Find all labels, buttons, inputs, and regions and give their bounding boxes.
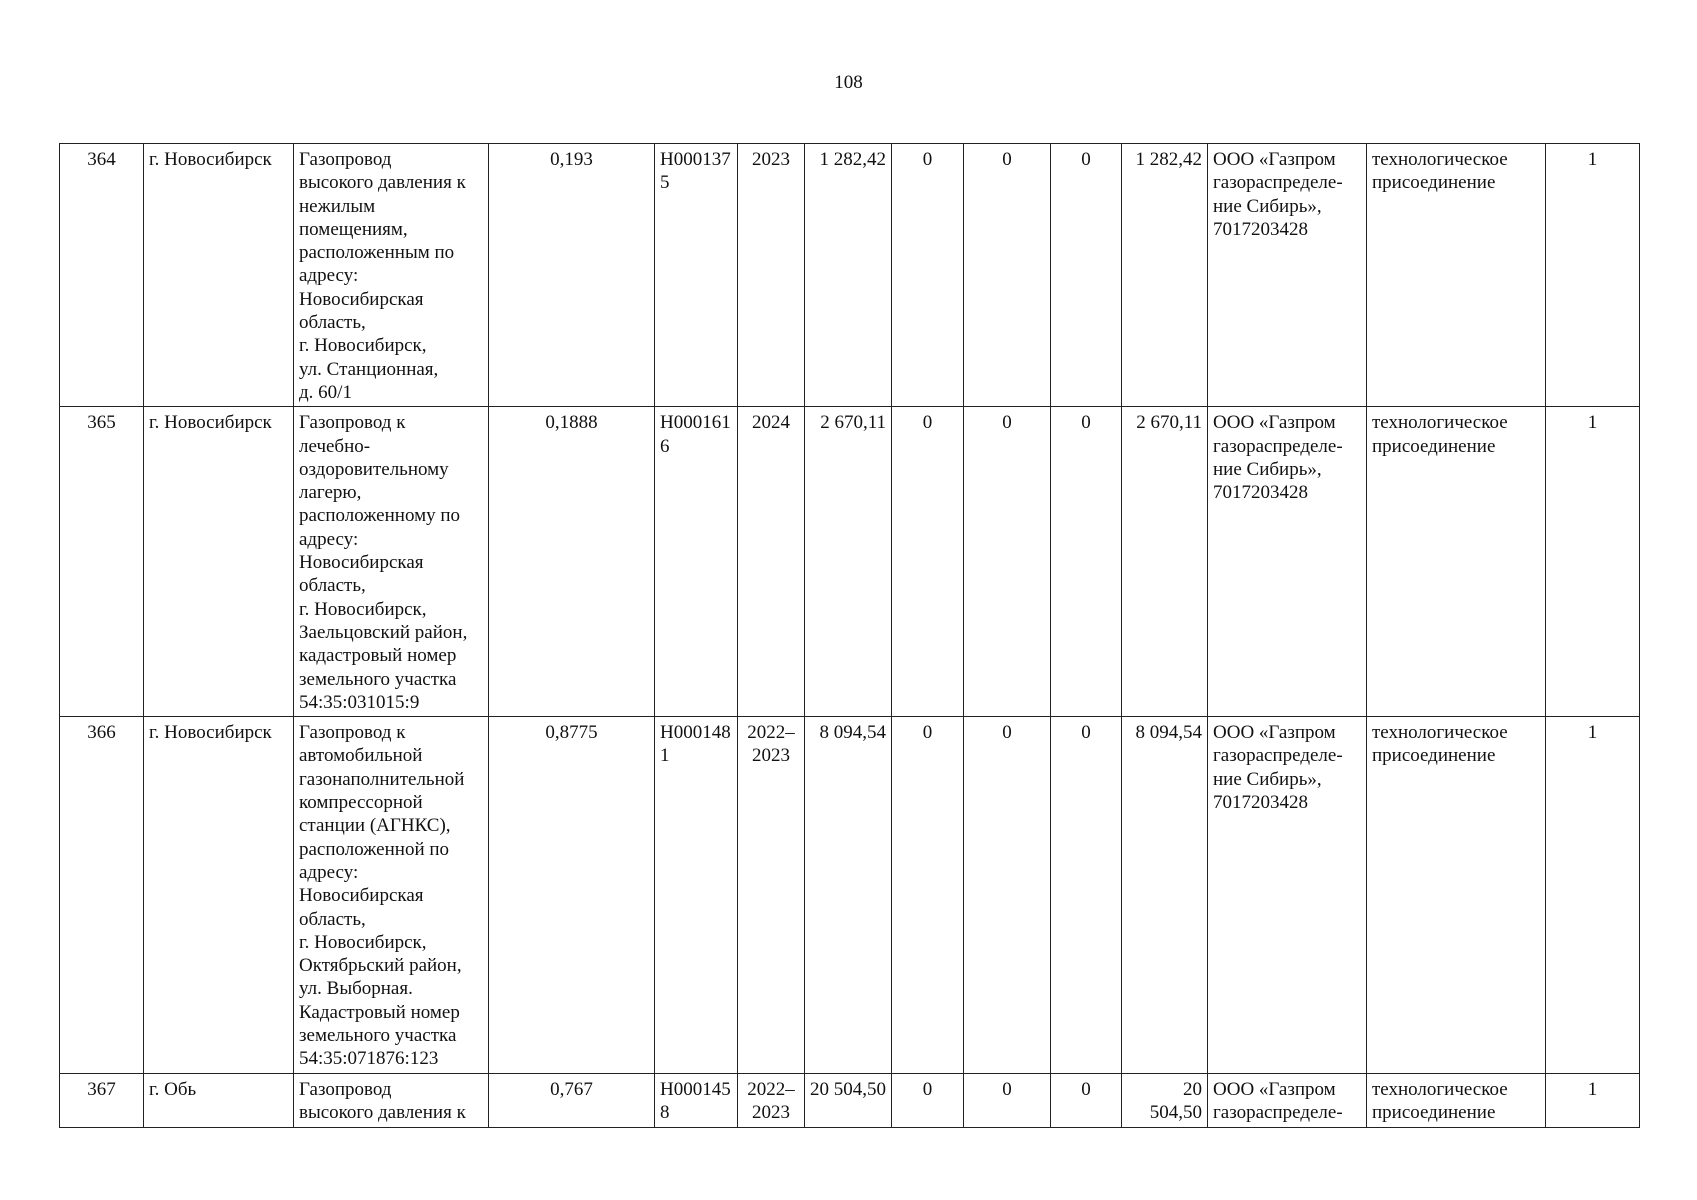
object-code-cell: Н000161 6 [655,407,738,717]
municipality-cell: г. Новосибирск [144,407,294,717]
total-cost-cell: 2 670,11 [1122,407,1208,717]
table-row [60,144,1640,407]
cost-cell: 2 670,11 [805,407,892,717]
organization-cell: ООО «Газпром газораспределе- [1208,1073,1367,1127]
object-description-cell: Газопровод к автомобильной газонаполнительной компрессорной станции (АГНКС), расположенной по адресу: Новосибирская область, г. Новосибирск, Октябрьский район, ул. Выборная. Кадастровый номер земельного участка 54:35:071876:123 [294,717,489,1073]
value-cell-3: 0 [1051,1073,1122,1127]
organization-cell: ООО «Газпром газораспределе- ние Сибирь», 7017203428 [1208,144,1367,407]
total-cost-cell: 1 282,42 [1122,144,1208,407]
object-code-cell: Н000148 1 [655,717,738,1073]
cost-cell: 8 094,54 [805,717,892,1073]
row-number: 366 [60,717,144,1073]
object-description-cell: Газопровод высокого давления к нежилым помещениям, расположенным по адресу: Новосибирская область, г. Новосибирск, ул. Станционная, д. 60/1 [294,144,489,407]
object-description-cell: Газопровод к лечебно- оздоровительному лагерю, расположенному по адресу: Новосибирская область, г. Новосибирск, Заельцовский район, кадастровый номер земельного участка 54:35:031015:9 [294,407,489,717]
total-cost-cell: 20 504,50 [1122,1073,1208,1127]
municipality-cell: г. Новосибирск [144,717,294,1073]
length-cell: 0,1888 [489,407,655,717]
length-cell: 0,8775 [489,717,655,1073]
purpose-cell: технологическое присоединение [1367,1073,1546,1127]
organization-cell: ООО «Газпром газораспределе- ние Сибирь», 7017203428 [1208,407,1367,717]
length-cell: 0,767 [489,1073,655,1127]
years-cell: 2022– 2023 [738,1073,805,1127]
object-code-cell: Н000145 8 [655,1073,738,1127]
value-cell-1: 0 [892,717,964,1073]
value-cell-3: 0 [1051,144,1122,407]
organization-cell: ООО «Газпром газораспределе- ние Сибирь», 7017203428 [1208,717,1367,1073]
total-cost-cell: 8 094,54 [1122,717,1208,1073]
quantity-cell: 1 [1546,407,1640,717]
value-cell-2: 0 [964,717,1051,1073]
value-cell-3: 0 [1051,407,1122,717]
municipality-cell: г. Обь [144,1073,294,1127]
length-cell: 0,193 [489,144,655,407]
table-row [60,1073,1640,1127]
quantity-cell: 1 [1546,717,1640,1073]
value-cell-1: 0 [892,144,964,407]
years-cell: 2024 [738,407,805,717]
object-code-cell: Н000137 5 [655,144,738,407]
value-cell-2: 0 [964,407,1051,717]
quantity-cell: 1 [1546,144,1640,407]
object-description-cell: Газопровод высокого давления к [294,1073,489,1127]
value-cell-2: 0 [964,144,1051,407]
gas-pipeline-registry-table [59,143,1640,1128]
purpose-cell: технологическое присоединение [1367,144,1546,407]
row-number: 367 [60,1073,144,1127]
table-row [60,717,1640,1073]
municipality-cell: г. Новосибирск [144,144,294,407]
years-cell: 2023 [738,144,805,407]
value-cell-1: 0 [892,407,964,717]
page-number: 108 [834,72,863,93]
quantity-cell: 1 [1546,1073,1640,1127]
value-cell-1: 0 [892,1073,964,1127]
row-number: 365 [60,407,144,717]
purpose-cell: технологическое присоединение [1367,407,1546,717]
table-row [60,407,1640,717]
value-cell-3: 0 [1051,717,1122,1073]
value-cell-2: 0 [964,1073,1051,1127]
cost-cell: 1 282,42 [805,144,892,407]
cost-cell: 20 504,50 [805,1073,892,1127]
purpose-cell: технологическое присоединение [1367,717,1546,1073]
row-number: 364 [60,144,144,407]
years-cell: 2022– 2023 [738,717,805,1073]
